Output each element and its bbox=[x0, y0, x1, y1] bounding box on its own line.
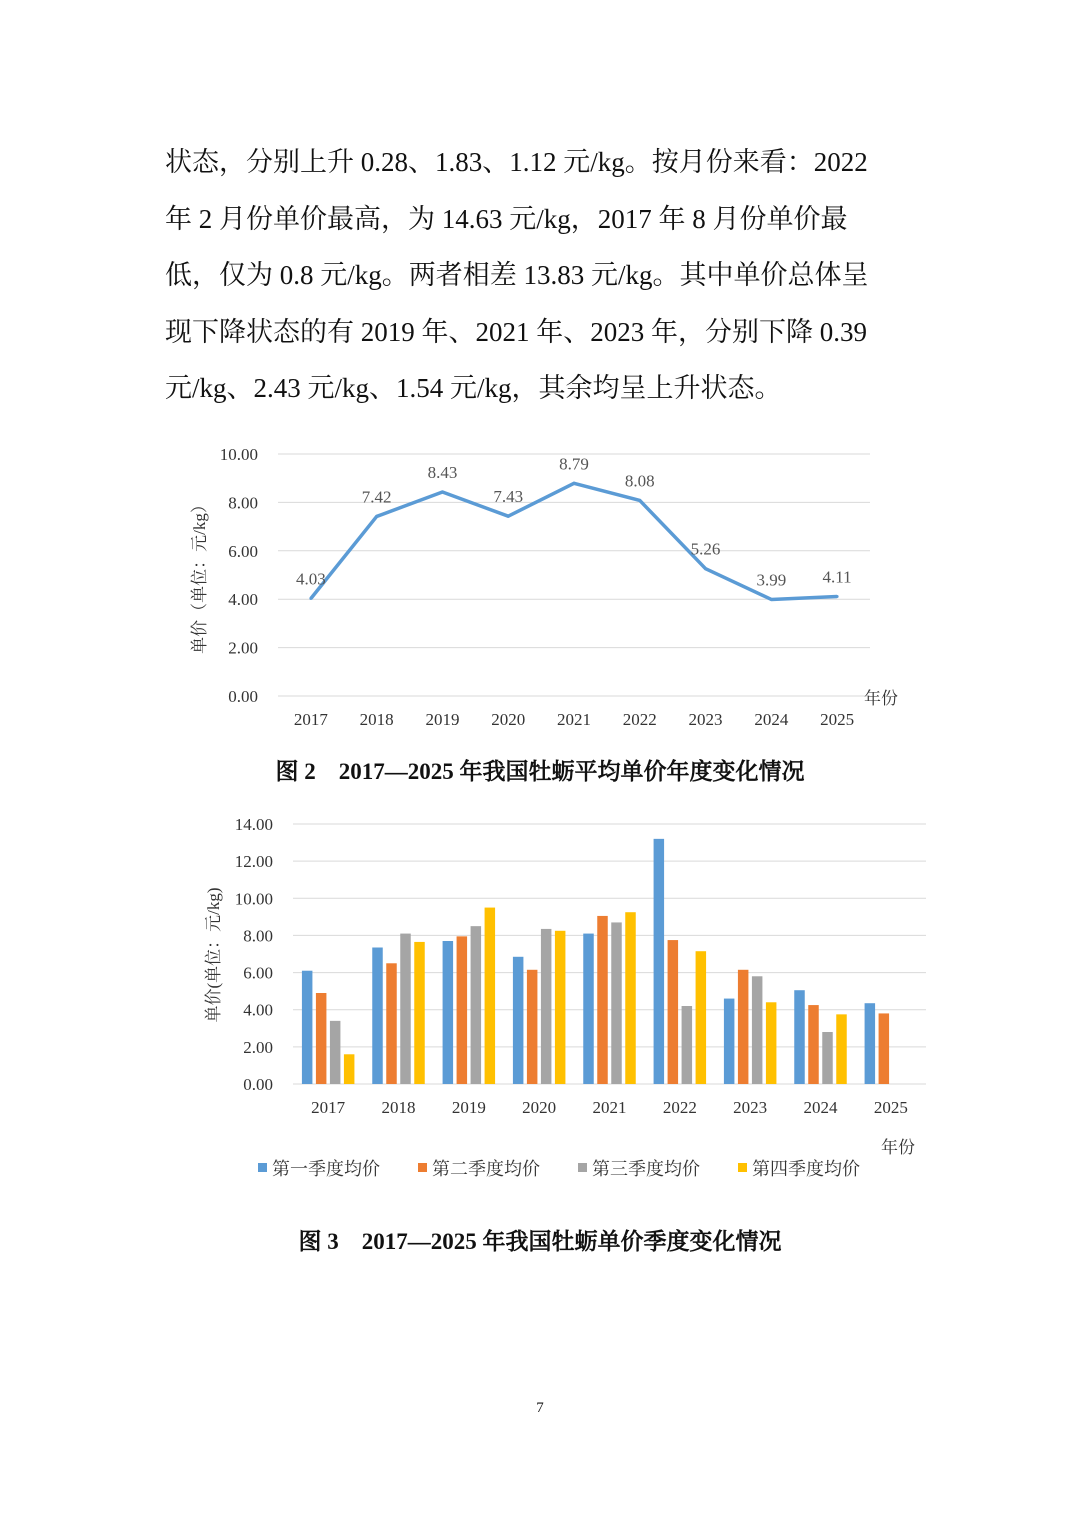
quarterly-price-bar-chart bbox=[0, 800, 1080, 1200]
bar bbox=[611, 922, 622, 1084]
legend-swatch bbox=[738, 1163, 747, 1172]
x-axis-title: 年份 bbox=[881, 1138, 915, 1157]
y-tick-label: 10.00 bbox=[219, 445, 258, 464]
bar bbox=[555, 931, 566, 1084]
y-tick-label: 6.00 bbox=[243, 963, 273, 983]
x-tick-label: 2023 bbox=[688, 710, 723, 729]
bar bbox=[752, 976, 763, 1084]
data-label: 3.99 bbox=[756, 570, 787, 590]
x-tick-label: 2023 bbox=[733, 1098, 768, 1117]
legend-swatch bbox=[418, 1163, 427, 1172]
y-tick-label: 12.00 bbox=[234, 852, 273, 872]
bar bbox=[654, 839, 665, 1084]
bar bbox=[400, 934, 411, 1084]
body-paragraph bbox=[165, 134, 925, 417]
bar bbox=[724, 999, 735, 1084]
legend-label: 第二季度均价 bbox=[432, 1159, 540, 1179]
data-label: 8.79 bbox=[559, 454, 589, 474]
figure3-caption: 图 3 2017—2025 年我国牡蛎单价季度变化情况 bbox=[298, 1229, 782, 1254]
data-label: 4.03 bbox=[296, 569, 326, 589]
data-label: 8.08 bbox=[624, 471, 655, 491]
bar bbox=[668, 940, 679, 1084]
x-tick-label: 2024 bbox=[803, 1098, 838, 1117]
bar bbox=[372, 948, 383, 1085]
bar bbox=[457, 936, 468, 1084]
x-tick-label: 2022 bbox=[622, 710, 657, 729]
x-tick-label: 2018 bbox=[359, 710, 394, 729]
bar bbox=[541, 929, 552, 1084]
bar bbox=[344, 1054, 355, 1084]
bar bbox=[527, 970, 538, 1084]
data-label: 7.42 bbox=[361, 487, 392, 507]
bar bbox=[696, 951, 707, 1084]
y-tick-label: 0.00 bbox=[228, 687, 258, 706]
y-tick-label: 4.00 bbox=[228, 590, 258, 610]
bar bbox=[625, 912, 636, 1084]
y-tick-label: 2.00 bbox=[243, 1037, 273, 1057]
data-label: 4.11 bbox=[822, 567, 852, 587]
bar bbox=[682, 1006, 693, 1084]
legend-label: 第三季度均价 bbox=[592, 1159, 700, 1179]
bar bbox=[386, 963, 397, 1084]
y-tick-label: 0.00 bbox=[243, 1075, 273, 1094]
legend-swatch bbox=[578, 1163, 587, 1172]
data-label: 8.43 bbox=[427, 462, 458, 482]
bar bbox=[794, 990, 805, 1084]
bar bbox=[597, 916, 608, 1084]
paragraph-line: 低，仅为 0.8 元/kg。两者相差 13.83 元/kg。其中单价总体呈 bbox=[165, 260, 869, 290]
data-point bbox=[507, 515, 510, 518]
y-tick-label: 2.00 bbox=[228, 638, 258, 658]
page-number: 7 bbox=[536, 1400, 544, 1416]
y-tick-label: 8.00 bbox=[243, 926, 273, 946]
bar bbox=[330, 1021, 341, 1084]
x-tick-label: 2020 bbox=[522, 1098, 557, 1117]
x-tick-label: 2025 bbox=[873, 1098, 908, 1117]
y-axis-title: 单价（单位：元/kg） bbox=[190, 496, 209, 654]
bar bbox=[485, 908, 496, 1084]
data-point bbox=[375, 515, 378, 518]
y-tick-label: 10.00 bbox=[234, 889, 273, 909]
x-tick-label: 2017 bbox=[311, 1098, 346, 1117]
y-tick-label: 8.00 bbox=[228, 493, 258, 513]
bar bbox=[471, 926, 482, 1084]
bar bbox=[302, 971, 313, 1084]
data-point bbox=[573, 482, 576, 485]
bar bbox=[879, 1013, 890, 1084]
data-label: 7.43 bbox=[493, 487, 524, 507]
data-point bbox=[309, 597, 312, 600]
paragraph-line: 现下降状态的有 2019 年、2021 年、2023 年，分别下降 0.39 bbox=[165, 316, 867, 347]
bar bbox=[738, 970, 749, 1084]
x-tick-label: 2022 bbox=[662, 1098, 697, 1117]
bar bbox=[583, 934, 594, 1084]
bar bbox=[443, 941, 454, 1084]
data-point bbox=[704, 567, 707, 570]
x-tick-label: 2021 bbox=[557, 710, 591, 729]
x-tick-label: 2018 bbox=[381, 1098, 416, 1117]
annual-price-line-chart bbox=[0, 430, 1080, 740]
y-axis-title: 单价(单位：元/kg) bbox=[204, 887, 223, 1023]
data-label: 5.26 bbox=[690, 539, 721, 559]
bar bbox=[316, 993, 327, 1084]
legend-label: 第四季度均价 bbox=[752, 1159, 860, 1179]
data-point bbox=[441, 490, 444, 493]
x-tick-label: 2017 bbox=[293, 710, 328, 729]
data-point bbox=[770, 598, 773, 601]
figure2-caption: 图 2 2017—2025 年我国牡蛎平均单价年度变化情况 bbox=[275, 759, 805, 784]
bar bbox=[836, 1014, 847, 1084]
legend-swatch bbox=[258, 1163, 267, 1172]
paragraph-line: 元/kg、2.43 元/kg、1.54 元/kg，其余均呈上升状态。 bbox=[165, 373, 782, 403]
x-tick-label: 2025 bbox=[820, 710, 855, 729]
legend-label: 第一季度均价 bbox=[272, 1159, 380, 1179]
bar bbox=[865, 1003, 876, 1084]
x-axis-title: 年份 bbox=[864, 689, 898, 708]
x-tick-label: 2019 bbox=[425, 710, 460, 729]
data-point bbox=[638, 499, 641, 502]
y-tick-label: 4.00 bbox=[243, 1000, 273, 1020]
bar bbox=[414, 942, 425, 1084]
x-tick-label: 2021 bbox=[592, 1098, 627, 1117]
y-tick-label: 6.00 bbox=[228, 541, 258, 561]
x-tick-label: 2024 bbox=[754, 710, 789, 729]
y-tick-label: 14.00 bbox=[234, 815, 273, 834]
x-tick-label: 2020 bbox=[491, 710, 526, 729]
bar bbox=[808, 1005, 819, 1084]
bar bbox=[822, 1032, 833, 1084]
bar bbox=[766, 1002, 777, 1084]
paragraph-line: 状态，分别上升 0.28、1.83、1.12 元/kg。按月份来看：2022 bbox=[165, 147, 868, 177]
bar bbox=[513, 957, 524, 1084]
x-tick-label: 2019 bbox=[451, 1098, 486, 1117]
data-point bbox=[836, 595, 839, 598]
paragraph-line: 年 2 月份单价最高，为 14.63 元/kg，2017 年 8 月份单价最 bbox=[165, 203, 848, 234]
